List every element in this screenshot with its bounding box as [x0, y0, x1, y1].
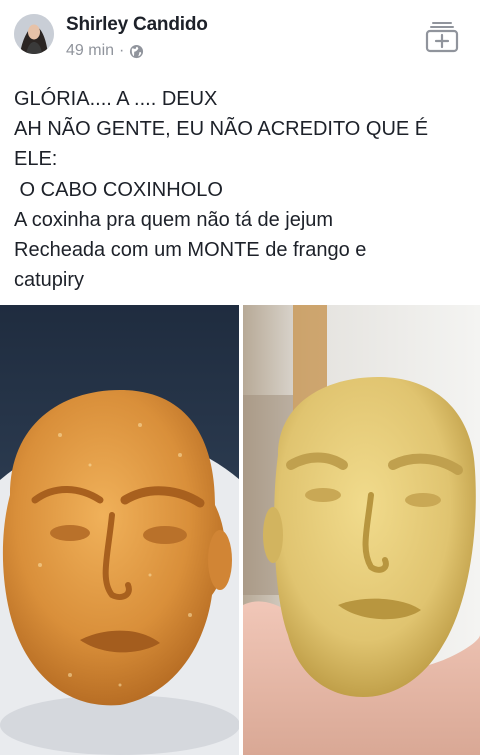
post-time[interactable]: 49 min [66, 42, 115, 59]
post-header [0, 0, 480, 76]
post-text-line: catupiry [14, 269, 85, 292]
meta-separator: · [119, 42, 125, 59]
post-body [14, 84, 470, 295]
post-text-line: Recheada com um MONTE de frango e [14, 239, 367, 262]
coxinha-head-photo[interactable] [0, 305, 239, 755]
post-text-line: A coxinha pra quem não tá de jejum [14, 208, 334, 231]
post-text-line: ELE: [14, 148, 58, 171]
avatar[interactable] [14, 14, 54, 54]
dough-head-photo[interactable] [243, 305, 480, 755]
save-collection-icon[interactable] [424, 18, 460, 54]
globe-icon [129, 44, 144, 59]
post-text-line: O CABO COXINHOLO [14, 178, 223, 201]
author-name[interactable]: Shirley Candido [66, 14, 208, 35]
post-meta [66, 42, 144, 60]
post-text-line: GLÓRIA.... A .... DEUX [14, 88, 218, 110]
post-text-line: AH NÃO GENTE, EU NÃO ACREDITO QUE É [14, 118, 429, 141]
